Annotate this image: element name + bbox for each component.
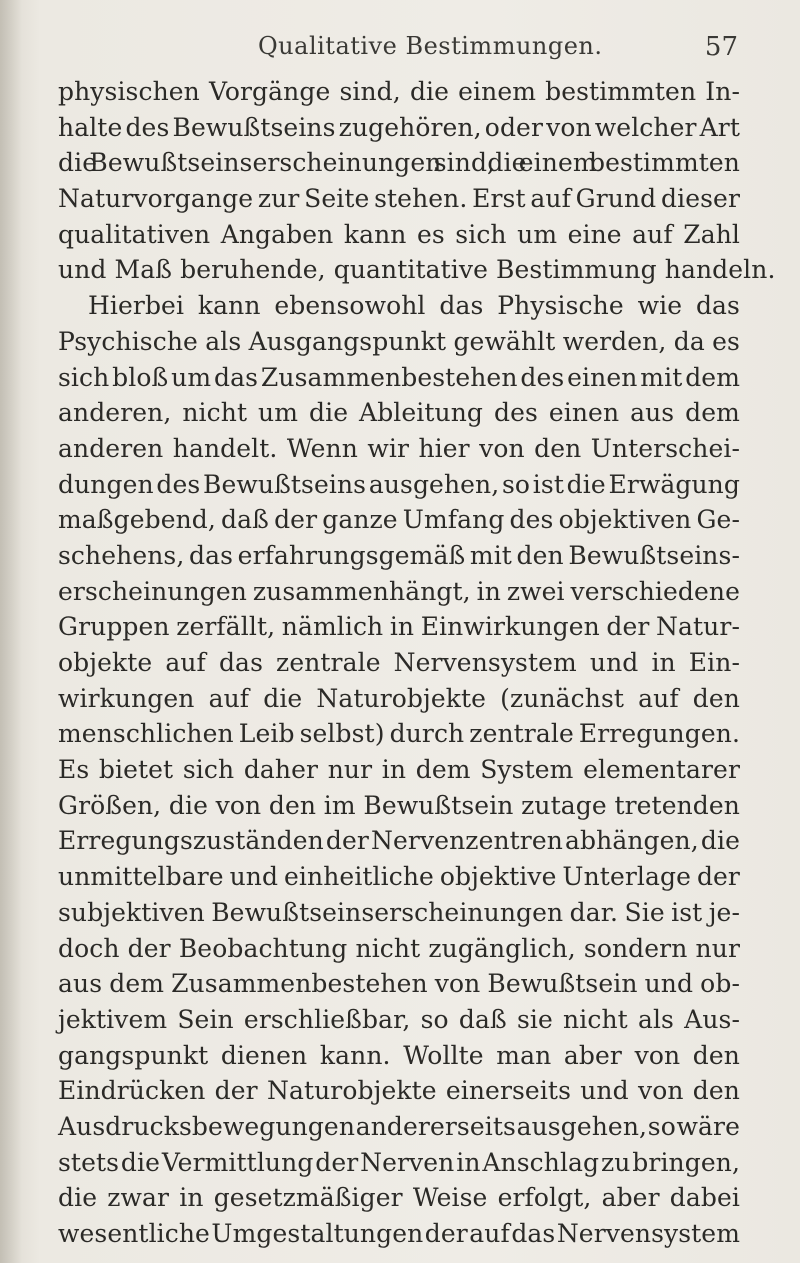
text-line: Naturvorgange zur Seite stehen. Erst auf Grund dieser	[58, 184, 740, 214]
text-line: Gruppen zerfällt, nämlich in Einwirkungen der Natur-	[58, 612, 740, 642]
text-line: Eindrücken der Naturobjekte einerseits und von den	[58, 1076, 740, 1106]
text-line: wirkungen auf die Naturobjekte (zunächst auf den	[58, 683, 740, 713]
text-line: aus dem Zusammenbestehen von Bewußtsein und ob-	[58, 969, 740, 999]
text-line: schehens, das erfahrungsgemäß mit den Bewußtseins-	[58, 540, 740, 570]
text-line: wesentliche Umgestaltungen der auf das Nervensystem	[58, 1219, 740, 1248]
text-line: die Bewußtseinserscheinungen sind, die einem bestimmten	[58, 148, 740, 178]
text-line: subjektiven Bewußtseinserscheinungen dar. Sie ist je-	[58, 897, 740, 927]
text-line: maßgebend, daß der ganze Umfang des objektiven Ge-	[58, 505, 740, 535]
text-line: objekte auf das zentrale Nervensystem und in Ein-	[58, 648, 740, 677]
text-line: menschlichen Leib selbst) durch zentrale Erregungen.	[58, 719, 740, 749]
text-line: sich bloß um das Zusammenbestehen des einen mit dem	[58, 362, 740, 392]
text-line: qualitativen Angaben kann es sich um eine auf Zahl	[58, 219, 740, 249]
running-head-title: Qualitative Bestimmungen.	[258, 32, 603, 60]
text-line: halte des Bewußtseins zugehören, oder von welcher Art	[58, 112, 740, 142]
page-edge-shadow	[0, 0, 22, 1263]
text-line: anderen, nicht um die Ableitung des einen aus dem	[58, 398, 740, 428]
text-line: gangspunkt dienen kann. Wollte man aber von den	[58, 1040, 740, 1070]
text-line: unmittelbare und einheitliche objektive Unterlage der	[58, 862, 740, 892]
text-line: Es bietet sich daher nur in dem System elementarer	[58, 755, 740, 785]
text-line: physischen Vorgänge sind, die einem bestimmten In-	[58, 77, 740, 106]
page-number: 57	[704, 32, 738, 62]
text-line: Ausdrucksbewegungen andererseits ausgehen, so wäre	[58, 1111, 740, 1141]
text-line: und Maß beruhende, quantitative Bestimmung handeln.	[58, 255, 776, 285]
running-head	[58, 32, 738, 72]
text-line: dungen des Bewußtseins ausgehen, so ist die Erwägung	[58, 469, 740, 499]
text-line: jektivem Sein erschließbar, so daß sie nicht als Aus-	[58, 1004, 740, 1034]
body-text	[58, 74, 776, 1252]
text-line: die zwar in gesetzmäßiger Weise erfolgt, aber dabei	[58, 1183, 740, 1213]
text-line: Hierbei kann ebensowohl das Physische wie das	[88, 291, 740, 321]
text-line: Psychische als Ausgangspunkt gewählt werden, da es	[58, 326, 740, 356]
text-line: Erregungszuständen der Nervenzentren abhängen, die	[58, 826, 740, 856]
text-line: stets die Vermittlung der Nerven in Anschlag zu bringen,	[58, 1147, 740, 1177]
text-line: erscheinungen zusammenhängt, in zwei verschiedene	[58, 576, 740, 606]
text-line: doch der Beobachtung nicht zugänglich, sondern nur	[58, 933, 740, 963]
text-line: anderen handelt. Wenn wir hier von den Unterschei-	[58, 433, 740, 463]
text-line: Größen, die von den im Bewußtsein zutage tretenden	[58, 790, 740, 820]
